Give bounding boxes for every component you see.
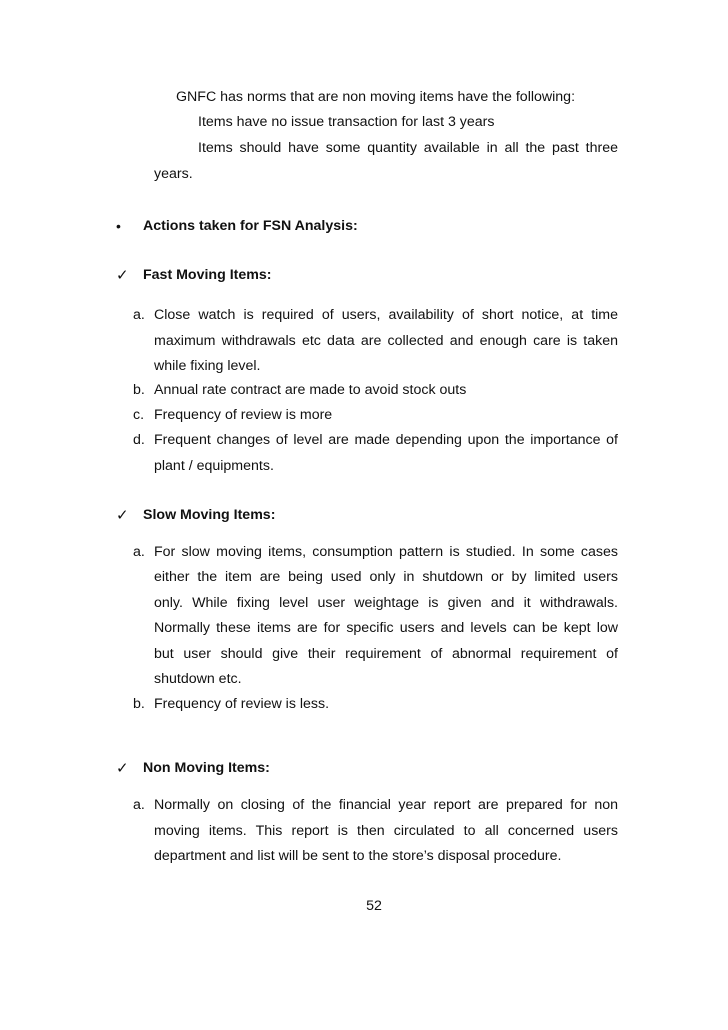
list-item-line: either the item are being used only in shutdown or by limited users [154, 569, 618, 585]
list-item-line: Normally on closing of the financial year report are prepared for non [154, 797, 618, 813]
fast-moving-heading: Fast Moving Items: [143, 267, 272, 283]
intro-line-3: Items should have some quantity available in all the past three [198, 140, 618, 156]
actions-heading: Actions taken for FSN Analysis: [143, 218, 358, 234]
list-label: b. [133, 696, 145, 712]
list-item-line: Normally these items are for specific users and levels can be kept low [154, 620, 618, 636]
intro-line-1: GNFC has norms that are non moving items have the following: [176, 89, 576, 105]
list-item-line: shutdown etc. [154, 671, 242, 687]
list-item-line: moving items. This report is then circulated to all concerned users [154, 823, 618, 839]
non-moving-heading: Non Moving Items: [143, 760, 270, 776]
list-label: c. [133, 407, 145, 423]
list-label: a. [133, 544, 145, 560]
list-item-line: Frequency of review is less. [154, 696, 330, 712]
list-item-line: Frequency of review is more [154, 407, 333, 423]
bullet-icon: • [116, 218, 121, 234]
list-item-line: Annual rate contract are made to avoid stock outs [154, 382, 467, 398]
slow-moving-heading: Slow Moving Items: [143, 507, 276, 523]
list-label: a. [133, 307, 145, 323]
intro-line-3-cont: years. [154, 166, 193, 182]
list-label: d. [133, 432, 145, 448]
checkmark-icon: ✓ [116, 506, 129, 524]
checkmark-icon: ✓ [116, 266, 129, 284]
page-number: 52 [366, 898, 382, 914]
list-item-line: department and list will be sent to the store’s disposal procedure. [154, 848, 562, 864]
checkmark-icon: ✓ [116, 759, 129, 777]
list-label: a. [133, 797, 145, 813]
list-item-line: Frequent changes of level are made depending upon the importance of [154, 432, 618, 448]
list-item-line: only. While fixing level user weightage is given and it withdrawals. [154, 595, 618, 611]
list-item-line: plant / equipments. [154, 458, 274, 474]
intro-line-2: Items have no issue transaction for last 3 years [198, 114, 495, 130]
list-item-line: while fixing level. [154, 358, 261, 374]
list-item-line: Close watch is required of users, availability of short notice, at time [154, 307, 618, 323]
list-label: b. [133, 382, 145, 398]
list-item-line: maximum withdrawals etc data are collected and enough care is taken [154, 333, 618, 349]
list-item-line: but user should give their requirement of abnormal requirement of [154, 646, 618, 662]
list-item-line: For slow moving items, consumption pattern is studied. In some cases [154, 544, 618, 560]
